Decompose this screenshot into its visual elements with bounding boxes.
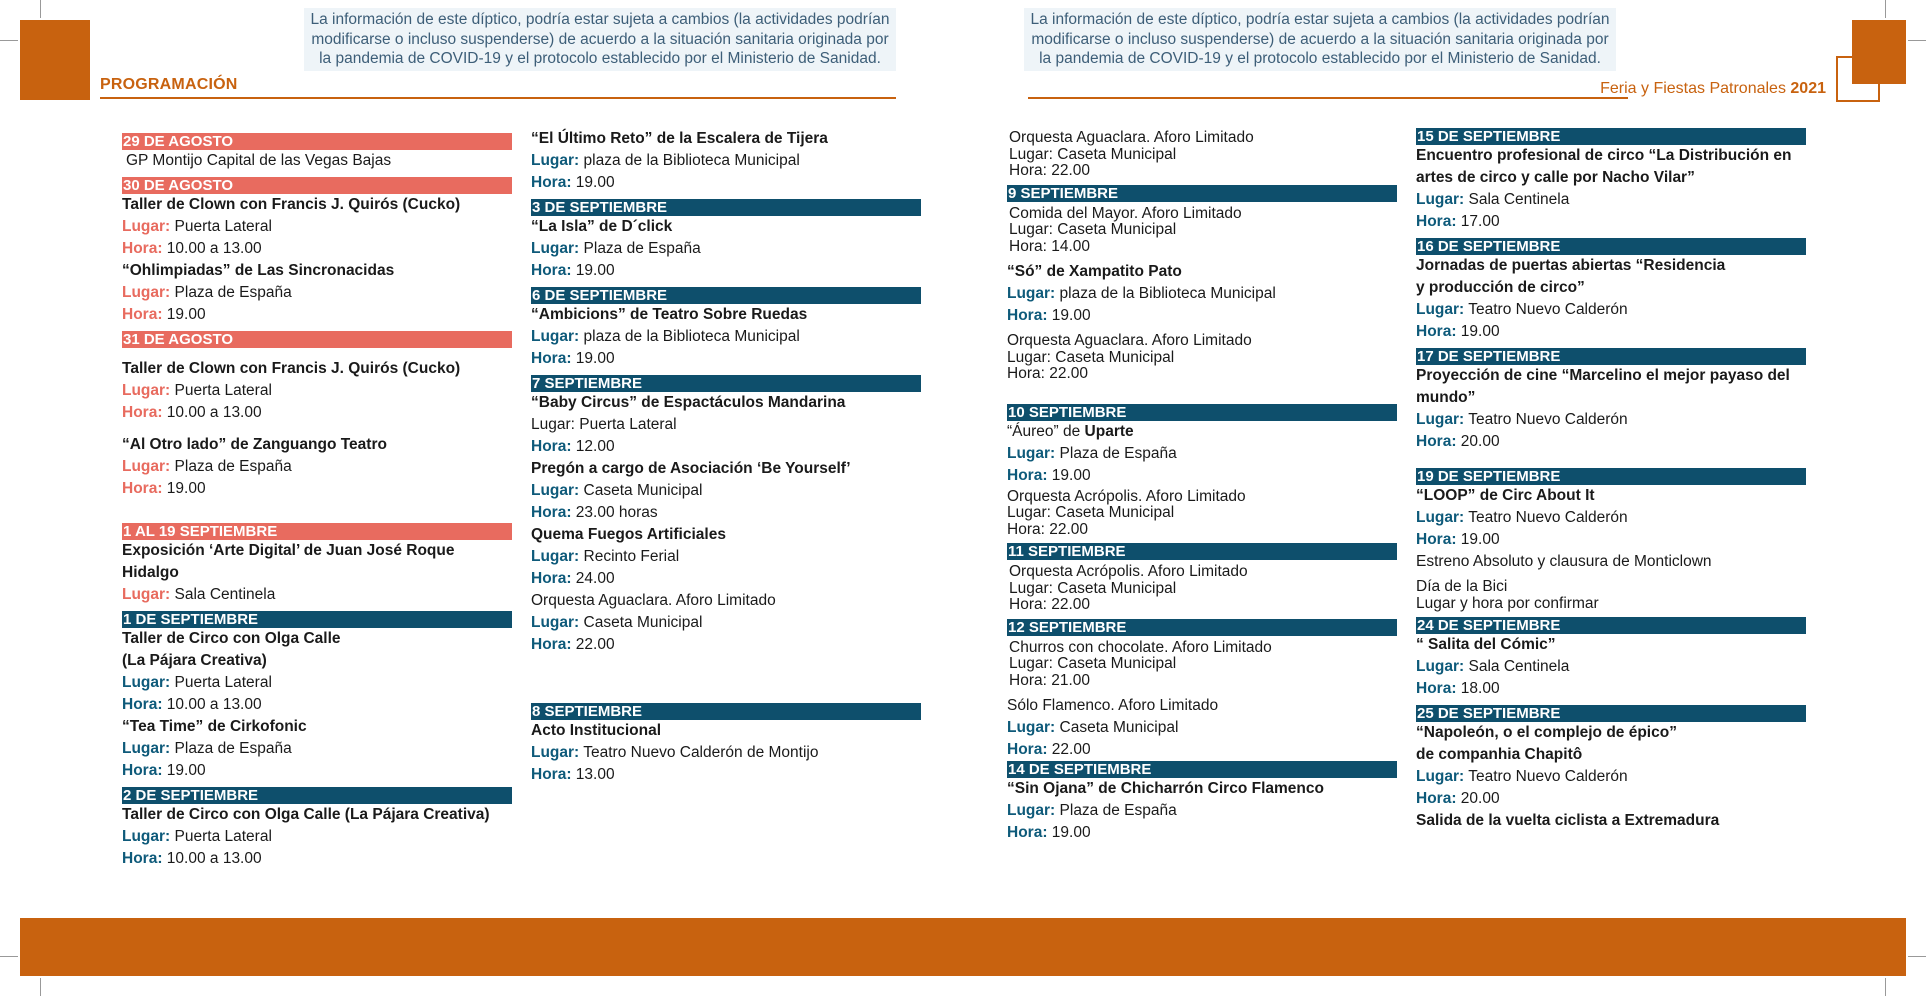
program-column-4 — [1416, 123, 1806, 832]
event-venue: Lugar: Caseta Municipal — [1009, 145, 1177, 163]
event-time: Hora: 22.00 — [1007, 520, 1088, 538]
event-title-cont: y producción de circo” — [1416, 279, 1585, 296]
time-label: Hora: — [531, 636, 572, 653]
event-venue — [531, 326, 921, 348]
event-venue: Lugar: Caseta Municipal — [1009, 655, 1177, 672]
time-label: Hora: — [1007, 824, 1048, 841]
date-heading: 25 DE SEPTIEMBRE — [1416, 705, 1806, 722]
event-time — [122, 694, 512, 716]
venue-label: Lugar: — [531, 614, 580, 631]
event-title: “El Último Reto” de la Escalera de Tijera — [531, 130, 828, 147]
corner-square-left — [20, 20, 90, 100]
event-title: “La Isla” de D´click — [531, 218, 673, 235]
venue-label: Lugar: — [1416, 411, 1465, 428]
covid-notice-right: La información de este díptico, podría estar sujeta a cambios (la actividades podrían modificarse o incluso suspenderse) de acuerdo a la situación sanitaria originada por la pandemia de COVID-19 y el protocolo establecido por el Ministerio de Sanidad. — [1024, 8, 1616, 71]
venue-value: Teatro Nuevo Calderón — [1468, 768, 1628, 785]
time-value: 19.00 — [166, 480, 206, 497]
time-value: 19.00 — [166, 762, 206, 779]
event-title: Taller de Circo con Olga Calle — [122, 630, 341, 647]
event-time — [531, 568, 921, 590]
time-label: Hora: — [122, 404, 163, 421]
time-value: 19.00 — [1460, 323, 1500, 340]
event-venue: Lugar: Caseta Municipal — [1007, 504, 1175, 521]
venue-label: Lugar: — [1007, 444, 1056, 462]
event-venue — [531, 612, 921, 634]
event-title-cont: artes de circo y calle por Nacho Vilar” — [1416, 169, 1695, 186]
date-heading: 12 SEPTIEMBRE — [1007, 619, 1397, 636]
venue-value: Plaza de España — [174, 284, 292, 301]
date-heading: 7 SEPTIEMBRE — [531, 375, 921, 392]
event-time — [1416, 211, 1806, 233]
time-label: Hora: — [531, 438, 572, 455]
time-value: 22.00 — [575, 636, 615, 653]
event-venue — [1416, 189, 1806, 211]
venue-label: Lugar: — [1416, 191, 1465, 208]
venue-value: Plaza de España — [1059, 444, 1177, 462]
venue-value: Puerta Lateral — [174, 828, 272, 845]
venue-value: plaza de la Biblioteca Municipal — [583, 152, 800, 169]
time-label: Hora: — [531, 262, 572, 279]
event-venue — [531, 480, 921, 502]
venue-label: Lugar: — [1416, 658, 1465, 675]
time-label: Hora: — [122, 480, 163, 497]
venue-value: Plaza de España — [583, 240, 701, 257]
event-time: Hora: 21.00 — [1009, 671, 1090, 689]
event-title: Estreno Absoluto y clausura de Monticlown — [1416, 553, 1712, 570]
event-title: Quema Fuegos Artificiales — [531, 526, 726, 543]
event-venue — [1416, 766, 1806, 788]
venue-label: Lugar: — [531, 240, 580, 257]
event-name: Feria y Fiestas Patronales — [1600, 80, 1786, 97]
event-time: Hora: 14.00 — [1009, 237, 1090, 255]
event-venue — [531, 742, 921, 764]
venue-value: Caseta Municipal — [583, 482, 703, 499]
time-value: 17.00 — [1460, 213, 1500, 230]
venue-label: Lugar: — [531, 482, 580, 499]
time-label: Hora: — [1416, 680, 1457, 697]
date-heading: 11 SEPTIEMBRE — [1007, 543, 1397, 560]
date-heading: 30 DE AGOSTO — [122, 177, 512, 194]
event-title: Comida del Mayor. Aforo Limitado — [1009, 204, 1242, 222]
time-value: 24.00 — [575, 570, 615, 587]
time-value: 22.00 — [1051, 741, 1091, 758]
event-title: Taller de Clown con Francis J. Quirós (Cucko) — [122, 360, 461, 377]
venue-value: Plaza de España — [174, 458, 292, 475]
event-time — [1007, 739, 1397, 761]
venue-value: Sala Centinela — [174, 586, 276, 603]
event-title-cont: (La Pájara Creativa) — [122, 652, 267, 669]
date-heading: 14 DE SEPTIEMBRE — [1007, 761, 1397, 778]
time-label: Hora: — [1416, 323, 1457, 340]
date-heading: 9 SEPTIEMBRE — [1007, 185, 1397, 202]
event-time — [122, 402, 512, 424]
program-column-1 — [122, 128, 512, 870]
crop-mark — [1885, 0, 1886, 18]
event-year: 2021 — [1790, 80, 1826, 97]
event-time — [531, 348, 921, 370]
date-heading: 8 SEPTIEMBRE — [531, 703, 921, 720]
date-heading: 19 DE SEPTIEMBRE — [1416, 468, 1806, 485]
event-time: Hora: 22.00 — [1007, 365, 1088, 382]
event-title-part: “Áureo” de — [1007, 422, 1085, 440]
event-title: Día de la Bici — [1416, 578, 1508, 595]
venue-value: Caseta Municipal — [583, 614, 703, 631]
time-value: 19.00 — [575, 262, 615, 279]
event-title: “Napoleón, o el complejo de épico” — [1416, 724, 1677, 741]
event-venue — [122, 584, 512, 606]
event-venue — [1007, 443, 1397, 465]
event-title: Pregón a cargo de Asociación ‘Be Yourself’ — [531, 460, 851, 477]
event-time — [531, 502, 921, 524]
event-time — [1416, 431, 1806, 453]
venue-label: Lugar: — [531, 744, 580, 761]
event-title: Orquesta Aguaclara. Aforo Limitado — [1009, 129, 1254, 146]
time-label: Hora: — [531, 504, 572, 521]
date-heading: 31 DE AGOSTO — [122, 331, 512, 348]
event-title: “LOOP” de Circ About It — [1416, 487, 1595, 504]
venue-label: Lugar: — [122, 828, 171, 845]
time-label: Hora: — [122, 762, 163, 779]
event-title: Sólo Flamenco. Aforo Limitado — [1007, 697, 1219, 714]
time-label: Hora: — [1007, 466, 1048, 484]
venue-value: Plaza de España — [174, 740, 292, 757]
event-time: Hora: 22.00 — [1009, 596, 1090, 613]
event-heading — [1600, 80, 1826, 98]
date-heading: 15 DE SEPTIEMBRE — [1416, 128, 1806, 145]
event-title: “Sin Ojana” de Chicharrón Circo Flamenco — [1007, 780, 1324, 797]
time-value: 18.00 — [1460, 680, 1500, 697]
event-note: Lugar y hora por confirmar — [1416, 594, 1599, 612]
event-time — [122, 848, 512, 870]
event-time — [531, 260, 921, 282]
date-heading: 16 DE SEPTIEMBRE — [1416, 238, 1806, 255]
event-title-cont: mundo” — [1416, 389, 1476, 406]
event-venue — [531, 238, 921, 260]
venue-value: Sala Centinela — [1468, 191, 1570, 208]
time-label: Hora: — [1416, 531, 1457, 548]
event-time — [122, 760, 512, 782]
event-venue: Lugar: Caseta Municipal — [1009, 579, 1177, 597]
time-value: 10.00 a 13.00 — [166, 850, 262, 867]
event-venue — [122, 826, 512, 848]
event-time — [122, 304, 512, 326]
event-title: “Tea Time” de Cirkofonic — [122, 718, 307, 735]
program-column-2 — [531, 128, 921, 786]
venue-value: Recinto Ferial — [583, 548, 680, 565]
venue-value: Teatro Nuevo Calderón — [1468, 411, 1628, 428]
event-venue — [1416, 409, 1806, 431]
date-heading: 2 DE SEPTIEMBRE — [122, 787, 512, 804]
section-title: PROGRAMACIÓN — [100, 76, 238, 93]
event-title — [1007, 421, 1397, 443]
event-title: Exposición ‘Arte Digital’ de Juan José Roque — [122, 542, 455, 559]
venue-label: Lugar: — [1007, 802, 1056, 819]
event-title: “Ambicions” de Teatro Sobre Ruedas — [531, 306, 808, 323]
event-time — [531, 634, 921, 656]
time-label: Hora: — [122, 306, 163, 323]
event-venue — [1007, 717, 1397, 739]
event-venue — [531, 546, 921, 568]
time-value: 19.00 — [1051, 466, 1091, 484]
event-time — [1007, 822, 1397, 844]
time-value: 19.00 — [166, 306, 206, 323]
event-time — [531, 436, 921, 458]
venue-label: Lugar: — [1416, 768, 1465, 785]
corner-outline-right — [1836, 56, 1880, 102]
event-venue: Lugar: Puerta Lateral — [531, 416, 677, 433]
time-label: Hora: — [1416, 213, 1457, 230]
venue-value: plaza de la Biblioteca Municipal — [583, 328, 800, 345]
time-label: Hora: — [1007, 307, 1048, 324]
event-venue — [122, 738, 512, 760]
venue-value: Teatro Nuevo Calderón — [1468, 509, 1628, 526]
event-time — [1416, 788, 1806, 810]
venue-label: Lugar: — [1416, 301, 1465, 318]
event-title-cont: de companhia Chapitô — [1416, 746, 1583, 763]
event-title: “Al Otro lado” de Zanguango Teatro — [122, 436, 387, 453]
event-venue — [122, 282, 512, 304]
venue-value: Plaza de España — [1059, 802, 1177, 819]
event-title: Taller de Clown con Francis J. Quirós (Cucko) — [122, 196, 461, 213]
event-title: “Ohlimpiadas” de Las Sincronacidas — [122, 262, 395, 279]
event-title: Encuentro profesional de circo “La Distribución en — [1416, 147, 1792, 164]
time-value: 19.00 — [575, 350, 615, 367]
date-heading: 24 DE SEPTIEMBRE — [1416, 617, 1806, 634]
crop-mark — [1885, 978, 1886, 996]
venue-label: Lugar: — [122, 382, 171, 399]
date-heading: 1 DE SEPTIEMBRE — [122, 611, 512, 628]
time-label: Hora: — [1416, 433, 1457, 450]
time-value: 19.00 — [1051, 307, 1091, 324]
date-heading: 1 AL 19 SEPTIEMBRE — [122, 523, 512, 540]
event-title: Orquesta Acrópolis. Aforo Limitado — [1009, 563, 1248, 580]
time-label: Hora: — [1416, 790, 1457, 807]
date-heading: 17 DE SEPTIEMBRE — [1416, 348, 1806, 365]
venue-label: Lugar: — [1007, 719, 1056, 736]
event-time — [122, 478, 512, 500]
venue-value: plaza de la Biblioteca Municipal — [1059, 285, 1276, 302]
event-title: Orquesta Aguaclara. Aforo Limitado — [1007, 332, 1252, 349]
crop-mark — [40, 978, 41, 996]
time-label: Hora: — [531, 350, 572, 367]
venue-label: Lugar: — [531, 152, 580, 169]
event-venue — [1416, 507, 1806, 529]
event-time — [1416, 529, 1806, 551]
crop-mark — [1908, 956, 1926, 957]
footer-band — [20, 918, 1906, 976]
event-title-company: Uparte — [1084, 422, 1134, 440]
venue-label: Lugar: — [122, 586, 171, 603]
venue-value: Teatro Nuevo Calderón de Montijo — [583, 744, 819, 761]
time-value: 20.00 — [1460, 433, 1500, 450]
venue-value: Sala Centinela — [1468, 658, 1570, 675]
time-value: 12.00 — [575, 438, 615, 455]
event-title: “Só” de Xampatito Pato — [1007, 263, 1182, 280]
event-time: Hora: 22.00 — [1009, 162, 1090, 179]
event-time — [1416, 678, 1806, 700]
event-venue — [122, 216, 512, 238]
header-rule-right — [1028, 97, 1628, 99]
time-label: Hora: — [122, 240, 163, 257]
program-column-3 — [1007, 130, 1397, 844]
event-title: Jornadas de puertas abiertas “Residencia — [1416, 257, 1726, 274]
event-title: “Baby Circus” de Espactáculos Mandarina — [531, 394, 846, 411]
event-time — [1007, 465, 1397, 487]
event-venue — [122, 380, 512, 402]
venue-value: Puerta Lateral — [174, 674, 272, 691]
event-title: Salida de la vuelta ciclista a Extremadura — [1416, 812, 1720, 829]
time-value: 19.00 — [575, 174, 615, 191]
time-value: 13.00 — [575, 766, 615, 783]
time-label: Hora: — [122, 696, 163, 713]
event-venue — [531, 150, 921, 172]
event-title: GP Montijo Capital de las Vegas Bajas — [126, 152, 392, 169]
venue-label: Lugar: — [1007, 285, 1056, 302]
date-heading: 10 SEPTIEMBRE — [1007, 404, 1397, 421]
venue-label: Lugar: — [122, 218, 171, 235]
venue-value: Teatro Nuevo Calderón — [1468, 301, 1628, 318]
venue-label: Lugar: — [531, 548, 580, 565]
venue-label: Lugar: — [122, 284, 171, 301]
event-venue — [1416, 656, 1806, 678]
venue-value: Caseta Municipal — [1059, 719, 1179, 736]
venue-label: Lugar: — [122, 674, 171, 691]
crop-mark — [0, 40, 18, 41]
time-label: Hora: — [531, 570, 572, 587]
event-title: Orquesta Acrópolis. Aforo Limitado — [1007, 487, 1246, 505]
covid-notice-left: La información de este díptico, podría estar sujeta a cambios (la actividades podrían modificarse o incluso suspenderse) de acuerdo a la situación sanitaria originada por la pandemia de COVID-19 y el protocolo establecido por el Ministerio de Sanidad. — [304, 8, 896, 71]
header-rule-left — [100, 97, 896, 99]
time-value: 19.00 — [1051, 824, 1091, 841]
date-heading: 3 DE SEPTIEMBRE — [531, 199, 921, 216]
event-venue — [1007, 800, 1397, 822]
event-time — [531, 764, 921, 786]
crop-mark — [0, 956, 18, 957]
time-value: 23.00 horas — [575, 504, 658, 521]
time-value: 10.00 a 13.00 — [166, 404, 262, 421]
venue-label: Lugar: — [531, 328, 580, 345]
time-value: 10.00 a 13.00 — [166, 240, 262, 257]
crop-mark — [40, 0, 41, 18]
date-heading: 6 DE SEPTIEMBRE — [531, 287, 921, 304]
event-time — [531, 172, 921, 194]
time-value: 19.00 — [1460, 531, 1500, 548]
date-heading: 29 DE AGOSTO — [122, 133, 512, 150]
venue-label: Lugar: — [122, 458, 171, 475]
event-title: Acto Institucional — [531, 722, 662, 739]
event-title: “ Salita del Cómic” — [1416, 636, 1556, 653]
event-venue — [122, 456, 512, 478]
event-title: Churros con chocolate. Aforo Limitado — [1009, 638, 1272, 656]
time-value: 20.00 — [1460, 790, 1500, 807]
time-label: Hora: — [1007, 741, 1048, 758]
time-value: 10.00 a 13.00 — [166, 696, 262, 713]
event-time — [122, 238, 512, 260]
event-venue — [122, 672, 512, 694]
event-venue — [1416, 299, 1806, 321]
venue-label: Lugar: — [122, 740, 171, 757]
event-time — [1007, 305, 1397, 327]
event-title: Orquesta Aguaclara. Aforo Limitado — [531, 592, 776, 609]
time-label: Hora: — [531, 174, 572, 191]
event-venue — [1007, 283, 1397, 305]
event-title: Taller de Circo con Olga Calle (La Pájara Creativa) — [122, 806, 490, 823]
venue-value: Puerta Lateral — [174, 382, 272, 399]
event-title-cont: Hidalgo — [122, 564, 179, 581]
event-venue: Lugar: Caseta Municipal — [1007, 348, 1175, 366]
event-venue: Lugar: Caseta Municipal — [1009, 221, 1177, 238]
event-time — [1416, 321, 1806, 343]
time-label: Hora: — [531, 766, 572, 783]
crop-mark — [1908, 40, 1926, 41]
venue-value: Puerta Lateral — [174, 218, 272, 235]
time-label: Hora: — [122, 850, 163, 867]
venue-label: Lugar: — [1416, 509, 1465, 526]
event-title: Proyección de cine “Marcelino el mejor payaso del — [1416, 367, 1790, 384]
